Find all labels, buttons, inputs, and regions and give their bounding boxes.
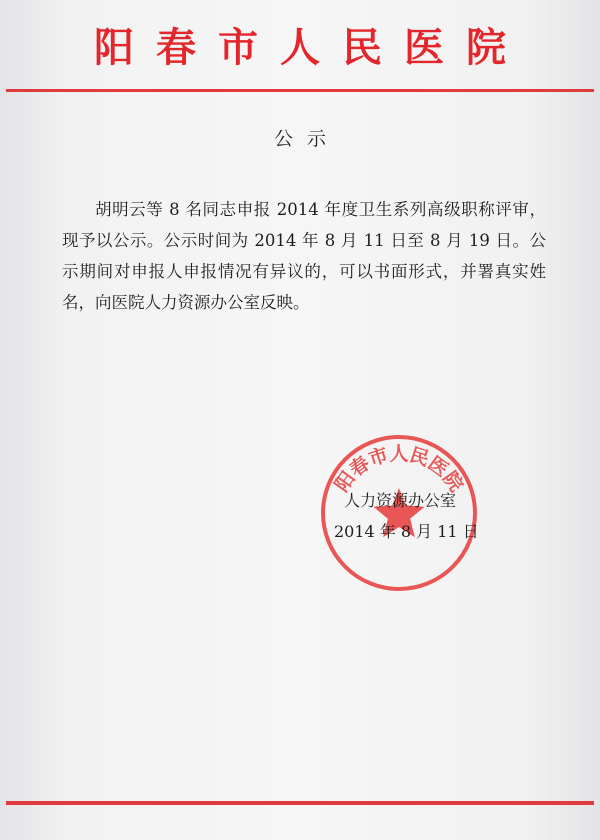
seal-text: 阳春市人民医院 bbox=[330, 443, 468, 496]
issue-date: 2014 年 8 月 11 日 bbox=[334, 522, 479, 541]
issuing-office: 人力资源办公室 bbox=[344, 491, 457, 510]
notice-body: 胡明云等 8 名同志申报 2014 年度卫生系列高级职称评审，现予以公示。公示时间为 2014 年 8 月 11 日至 8 月 19 日。公示期间对申报人申报情况有异议的，可以书面形式，并署真实姓名，向医院人力资源办公室反映。 bbox=[62, 200, 546, 312]
signature-block bbox=[334, 485, 494, 547]
notice-title: 公示 bbox=[273, 128, 340, 150]
letterhead-title: 阳春市人民医院 bbox=[94, 24, 528, 71]
footer-divider bbox=[6, 801, 594, 805]
letterhead-divider bbox=[6, 89, 594, 92]
